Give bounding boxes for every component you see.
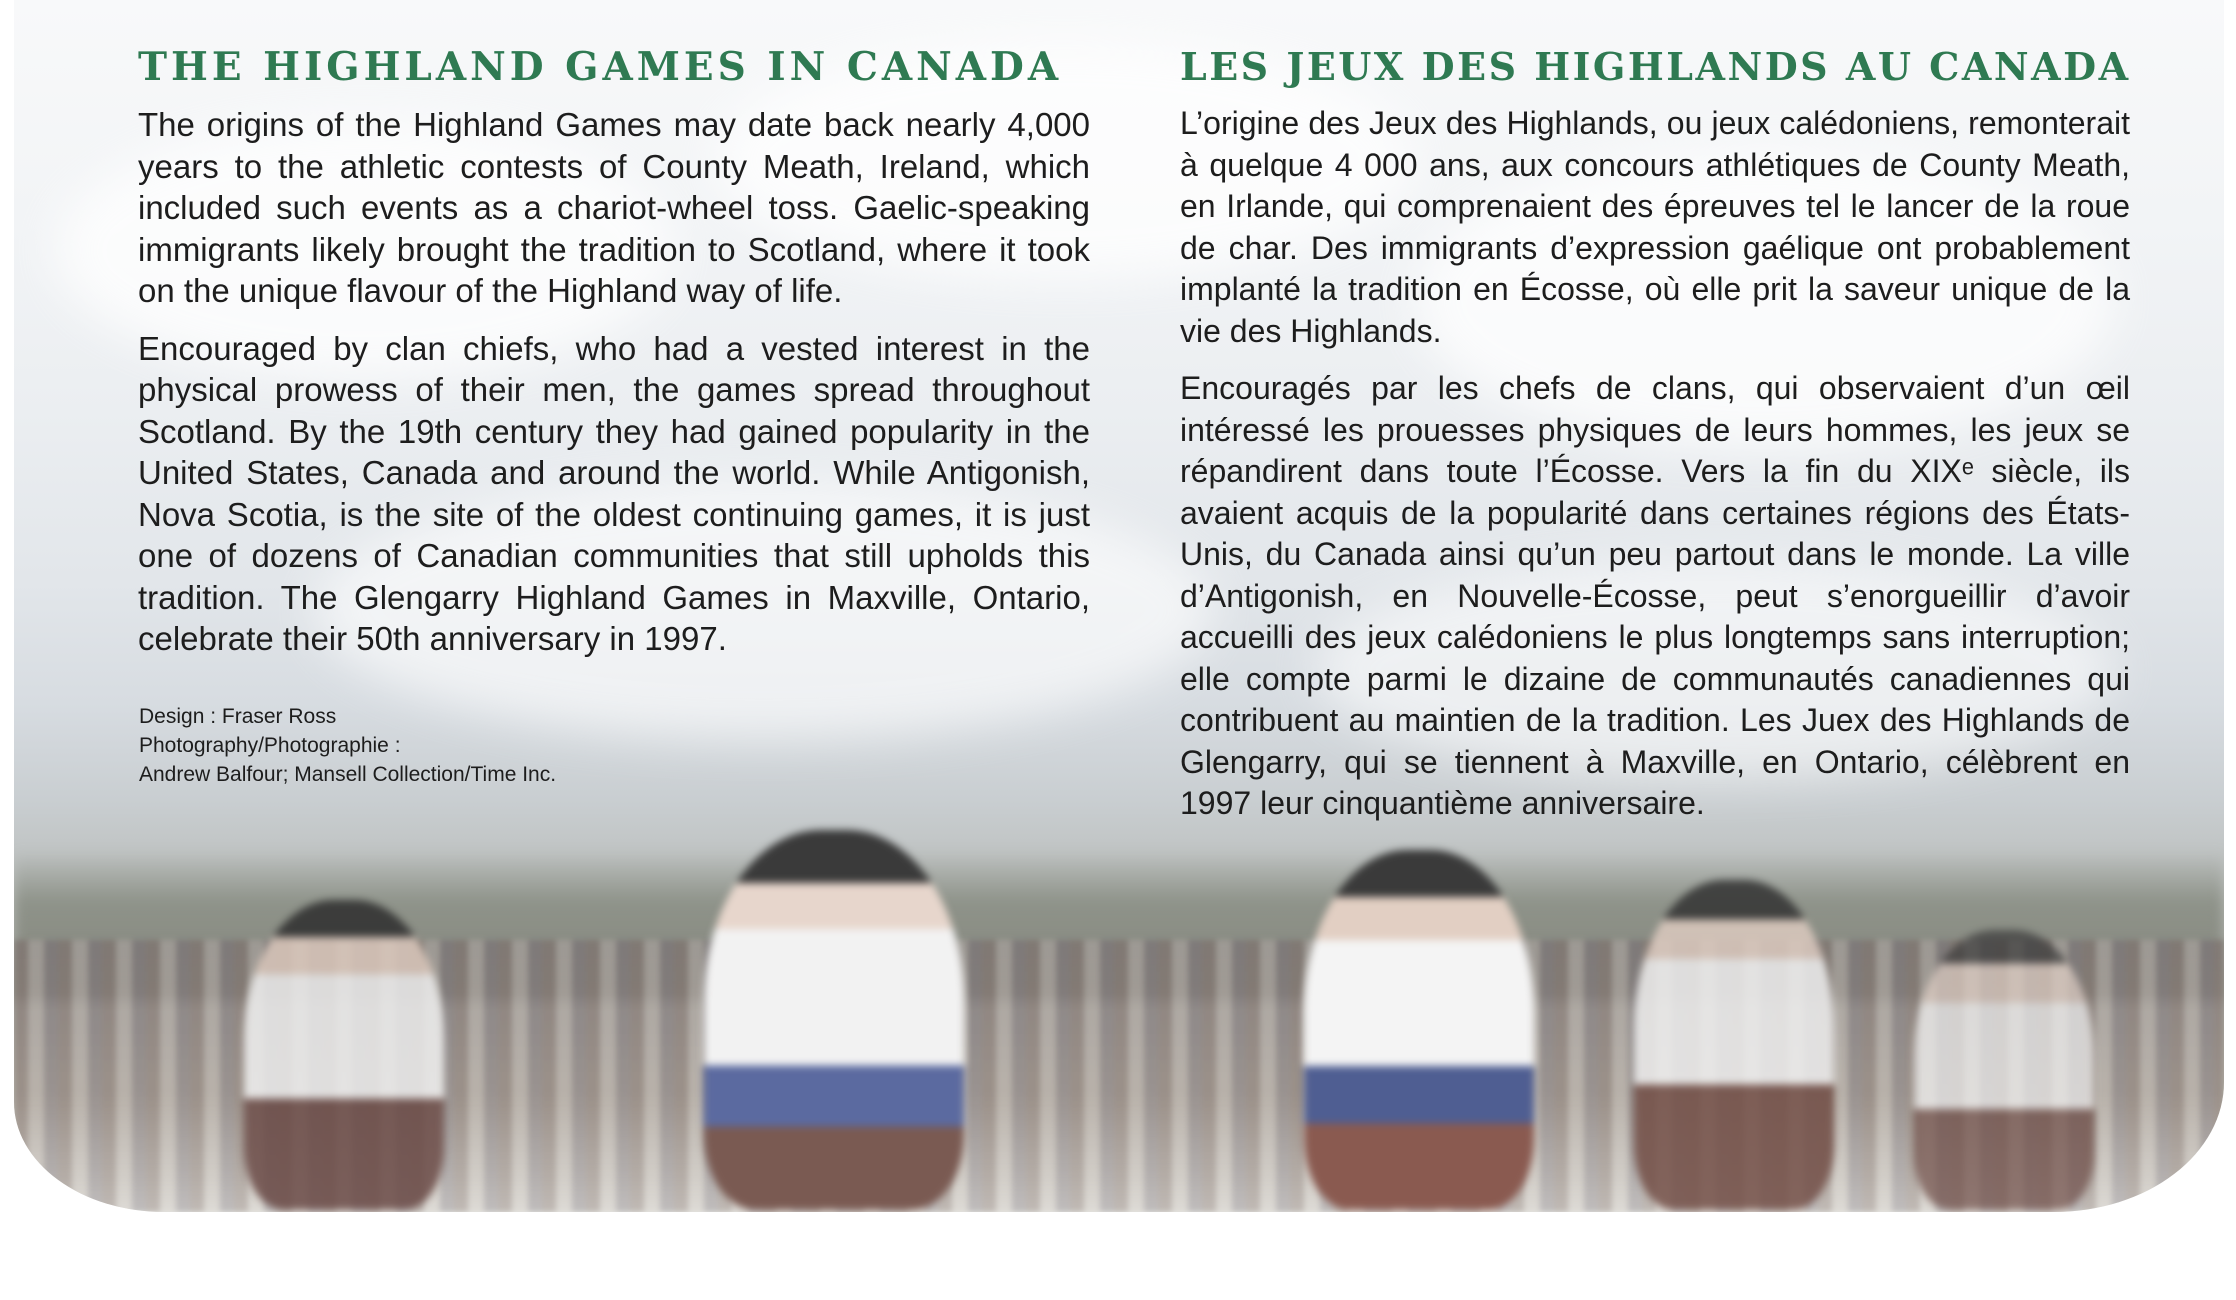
piper-figure <box>244 900 444 1210</box>
english-column <box>138 44 1090 676</box>
french-paragraph-2: Encouragés par les chefs de clans, qui observaient d’un œil intéressé les prouesses physiques de leurs hommes, les jeux se répandirent dans toute l’Écosse. Vers la fin du XIXᵉ siècle, ils avaient acquis de la popularité dans certaines régions des États-Unis, du Canada ainsi qu’un peu partout dans le monde. La ville d’Antigonish, en Nouvelle-Écosse, peut s’enorgueillir d’avoir accueilli des jeux calédoniens le plus longtemps sans interruption; elle compte parmi le dizaine de communautés canadiennes qui contribuent au maintien de la tradition. Les Juex des Highlands de Glengarry, qui se tiennent à Maxville, en Ontario, célèbrent en 1997 leur cinquantième anniversaire. <box>1180 370 2130 821</box>
french-paragraph-1: L’origine des Jeux des Highlands, ou jeux calédoniens, remonterait à quelque 4 000 ans, aux concours athlétiques de County Meath, en Irlande, qui comprenaient des épreuves tel le lancer de la roue de char. Des immigrants d’expression gaélique ont probablement implanté la tradition en Écosse, où elle prit la saveur unique de la vie des Highlands. <box>1180 105 2130 349</box>
piper-figure <box>1914 930 2094 1210</box>
english-title: THE HIGHLAND GAMES IN CANADA <box>138 44 1063 90</box>
piper-figure <box>1304 850 1534 1210</box>
piper-figure <box>1634 880 1834 1210</box>
english-paragraph-2: Encouraged by clan chiefs, who had a vested interest in the physical prowess of their men, the games spread throughout Scotland. By the 19th century they had gained popularity in the United States, Canada and around the world. While Antigonish, Nova Scotia, is the site of the oldest continuing games, it is just one of dozens of Canadian communities that still upholds this tradition. The Glengarry Highland Games in Maxville, Ontario, celebrate their 50th anniversary in 1997. <box>138 329 1090 657</box>
photography-credit: Andrew Balfour; Mansell Collection/Time Inc. <box>139 763 557 786</box>
design-credit: Design : Fraser Ross <box>139 705 337 728</box>
credits <box>139 702 556 789</box>
photography-label: Photography/Photographie : <box>139 734 401 757</box>
french-title: LES JEUX DES HIGHLANDS AU CANADA <box>1180 44 2131 89</box>
english-paragraph-1: The origins of the Highland Games may date back nearly 4,000 years to the athletic contests of County Meath, Ireland, which included such events as a chariot-wheel toss. Gaelic-speaking immigrants likely brought the tradition to Scotland, where it took on the unique flavour of the Highland way of life. <box>138 106 1090 309</box>
piper-figure <box>704 830 964 1210</box>
french-column <box>1180 44 2130 841</box>
